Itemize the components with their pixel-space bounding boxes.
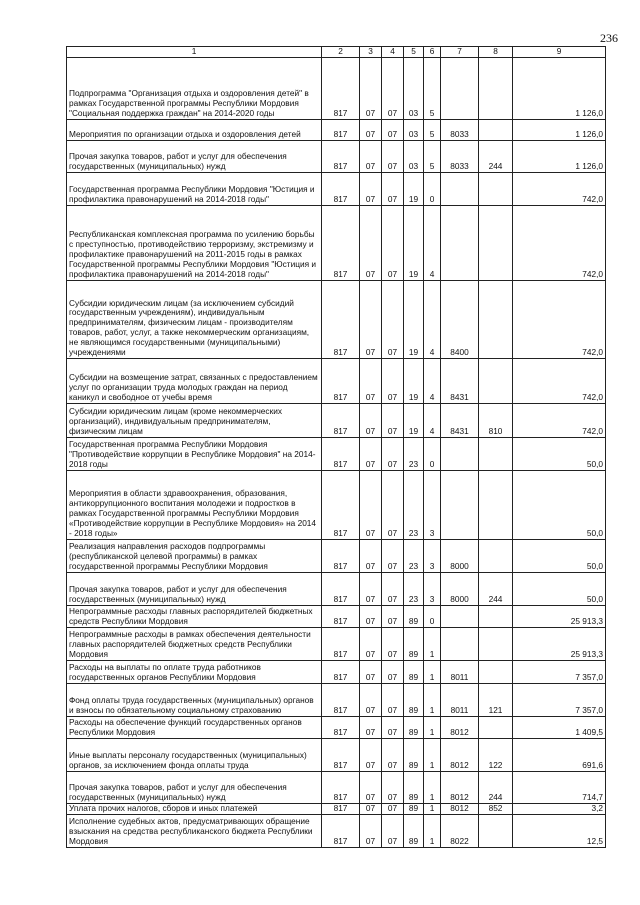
row-direction: 8431 — [441, 359, 479, 404]
row-section: 07 — [360, 606, 382, 628]
row-expense-type: 852 — [479, 804, 513, 815]
row-direction: 8012 — [441, 804, 479, 815]
row-subprogram: 1 — [424, 772, 441, 804]
row-subprogram: 5 — [424, 120, 441, 141]
table-row — [67, 628, 606, 661]
table-row — [67, 206, 606, 281]
row-section: 07 — [360, 58, 382, 120]
row-amount: 50,0 — [513, 438, 606, 471]
row-admin-code: 817 — [322, 206, 360, 281]
row-expense-type — [479, 359, 513, 404]
row-expense-type — [479, 815, 513, 848]
row-subprogram: 1 — [424, 684, 441, 717]
row-program: 03 — [404, 58, 424, 120]
row-expense-type — [479, 281, 513, 359]
row-direction — [441, 471, 479, 540]
row-program: 23 — [404, 540, 424, 573]
row-direction: 8011 — [441, 684, 479, 717]
row-program: 89 — [404, 772, 424, 804]
row-amount: 7 357,0 — [513, 684, 606, 717]
row-program: 89 — [404, 804, 424, 815]
table-row — [67, 471, 606, 540]
row-amount: 1 126,0 — [513, 120, 606, 141]
table-row — [67, 661, 606, 684]
row-subprogram: 3 — [424, 471, 441, 540]
row-admin-code: 817 — [322, 120, 360, 141]
row-subsection: 07 — [382, 281, 404, 359]
row-subprogram: 4 — [424, 281, 441, 359]
row-section: 07 — [360, 661, 382, 684]
row-subsection: 07 — [382, 628, 404, 661]
row-program: 89 — [404, 628, 424, 661]
row-name: Фонд оплаты труда государственных (муниципальных) органов и взносы по обязательному социальному страхованию — [67, 684, 322, 717]
row-name: Прочая закупка товаров, работ и услуг для обеспечения государственных (муниципальных) нужд — [67, 772, 322, 804]
row-direction: 8033 — [441, 141, 479, 173]
row-program: 23 — [404, 471, 424, 540]
table-row — [67, 573, 606, 606]
row-expense-type: 244 — [479, 141, 513, 173]
header-cell: 8 — [479, 47, 513, 58]
row-admin-code: 817 — [322, 717, 360, 739]
row-expense-type — [479, 661, 513, 684]
row-direction: 8011 — [441, 661, 479, 684]
row-subprogram: 3 — [424, 573, 441, 606]
row-name: Субсидии юридическим лицам (кроме некоммерческих организаций), индивидуальным предпринимателям, физическим лицам — [67, 404, 322, 438]
row-subsection: 07 — [382, 804, 404, 815]
row-subprogram: 5 — [424, 58, 441, 120]
row-direction: 8000 — [441, 573, 479, 606]
row-amount: 25 913,3 — [513, 628, 606, 661]
row-subprogram: 0 — [424, 438, 441, 471]
row-amount: 742,0 — [513, 281, 606, 359]
row-program: 19 — [404, 206, 424, 281]
row-amount: 714,7 — [513, 772, 606, 804]
row-admin-code: 817 — [322, 661, 360, 684]
row-subsection: 07 — [382, 58, 404, 120]
header-cell: 9 — [513, 47, 606, 58]
row-admin-code: 817 — [322, 772, 360, 804]
row-subprogram: 1 — [424, 804, 441, 815]
row-amount: 742,0 — [513, 173, 606, 206]
row-subprogram: 1 — [424, 661, 441, 684]
row-expense-type — [479, 717, 513, 739]
row-subprogram: 1 — [424, 815, 441, 848]
row-section: 07 — [360, 438, 382, 471]
header-cell: 3 — [360, 47, 382, 58]
row-subprogram: 1 — [424, 717, 441, 739]
row-subsection: 07 — [382, 141, 404, 173]
header-row — [67, 47, 606, 58]
row-name: Расходы на выплаты по оплате труда работников государственных органов Республики Мордовия — [67, 661, 322, 684]
row-program: 23 — [404, 438, 424, 471]
row-subprogram: 1 — [424, 739, 441, 772]
row-name: Субсидии юридическим лицам (за исключением субсидий государственным учреждениям), индивидуальным предпринимателям, физическим лицам - производителям товаров, работ, услуг, а также некоммерческим организациям, не являющимся государственными (муниципальными) учреждениями — [67, 281, 322, 359]
row-direction: 8400 — [441, 281, 479, 359]
row-section: 07 — [360, 141, 382, 173]
row-amount: 742,0 — [513, 206, 606, 281]
row-subsection: 07 — [382, 739, 404, 772]
table-row — [67, 772, 606, 804]
row-program: 19 — [404, 404, 424, 438]
row-admin-code: 817 — [322, 628, 360, 661]
row-subprogram: 3 — [424, 540, 441, 573]
row-amount: 25 913,3 — [513, 606, 606, 628]
row-subsection: 07 — [382, 815, 404, 848]
header-cell: 5 — [404, 47, 424, 58]
row-expense-type: 810 — [479, 404, 513, 438]
row-subprogram: 4 — [424, 359, 441, 404]
row-expense-type — [479, 58, 513, 120]
row-name: Государственная программа Республики Мордовия "Юстиция и профилактика правонарушений на 2014-2018 годы" — [67, 173, 322, 206]
row-program: 89 — [404, 606, 424, 628]
row-section: 07 — [360, 540, 382, 573]
row-expense-type — [479, 206, 513, 281]
row-direction — [441, 628, 479, 661]
row-direction: 8022 — [441, 815, 479, 848]
row-amount: 50,0 — [513, 540, 606, 573]
row-expense-type — [479, 540, 513, 573]
row-name: Прочая закупка товаров, работ и услуг для обеспечения государственных (муниципальных) нужд — [67, 141, 322, 173]
row-amount: 742,0 — [513, 404, 606, 438]
row-subsection: 07 — [382, 573, 404, 606]
row-amount: 1 126,0 — [513, 58, 606, 120]
row-section: 07 — [360, 628, 382, 661]
row-direction: 8012 — [441, 717, 479, 739]
row-expense-type — [479, 606, 513, 628]
row-expense-type — [479, 628, 513, 661]
row-section: 07 — [360, 173, 382, 206]
row-program: 89 — [404, 739, 424, 772]
row-direction: 8033 — [441, 120, 479, 141]
row-subprogram: 0 — [424, 173, 441, 206]
row-section: 07 — [360, 772, 382, 804]
row-name: Иные выплаты персоналу государственных (муниципальных) органов, за исключением фонда оплаты труда — [67, 739, 322, 772]
row-amount: 7 357,0 — [513, 661, 606, 684]
row-expense-type: 122 — [479, 739, 513, 772]
row-section: 07 — [360, 717, 382, 739]
row-name: Непрограммные расходы в рамках обеспечения деятельности главных распорядителей бюджетных средств Республики Мордовия — [67, 628, 322, 661]
row-name: Субсидии на возмещение затрат, связанных с предоставлением услуг по организации труда молодых граждан на период каникул и свободное от учебы время — [67, 359, 322, 404]
row-section: 07 — [360, 684, 382, 717]
row-subsection: 07 — [382, 684, 404, 717]
row-section: 07 — [360, 281, 382, 359]
page-number: 236 — [600, 31, 618, 45]
row-expense-type: 121 — [479, 684, 513, 717]
table-row — [67, 717, 606, 739]
row-subprogram: 4 — [424, 404, 441, 438]
row-amount: 50,0 — [513, 573, 606, 606]
row-name: Мероприятия по организации отдыха и оздоровления детей — [67, 120, 322, 141]
row-direction: 8012 — [441, 772, 479, 804]
row-admin-code: 817 — [322, 684, 360, 717]
row-name: Прочая закупка товаров, работ и услуг для обеспечения государственных (муниципальных) нужд — [67, 573, 322, 606]
row-subsection: 07 — [382, 717, 404, 739]
row-name: Исполнение судебных актов, предусматривающих обращение взыскания на средства республиканского бюджета Республики Мордовия — [67, 815, 322, 848]
row-amount: 3,2 — [513, 804, 606, 815]
table-row — [67, 540, 606, 573]
row-subprogram: 0 — [424, 606, 441, 628]
row-direction — [441, 58, 479, 120]
row-admin-code: 817 — [322, 815, 360, 848]
row-name: Подпрограмма "Организация отдыха и оздоровления детей" в рамках Государственной программы Республики Мордовия "Социальная поддержка граждан" на 2014-2020 годы — [67, 58, 322, 120]
row-subprogram: 1 — [424, 628, 441, 661]
row-admin-code: 817 — [322, 606, 360, 628]
header-cell: 2 — [322, 47, 360, 58]
row-direction: 8431 — [441, 404, 479, 438]
table-row — [67, 173, 606, 206]
row-program: 19 — [404, 281, 424, 359]
row-expense-type: 244 — [479, 772, 513, 804]
row-subsection: 07 — [382, 173, 404, 206]
row-admin-code: 817 — [322, 573, 360, 606]
row-admin-code: 817 — [322, 359, 360, 404]
row-expense-type — [479, 471, 513, 540]
header-cell: 4 — [382, 47, 404, 58]
row-program: 89 — [404, 684, 424, 717]
row-program: 89 — [404, 661, 424, 684]
table-row — [67, 438, 606, 471]
row-admin-code: 817 — [322, 438, 360, 471]
row-section: 07 — [360, 471, 382, 540]
row-program: 03 — [404, 141, 424, 173]
row-subsection: 07 — [382, 404, 404, 438]
row-subsection: 07 — [382, 540, 404, 573]
row-subsection: 07 — [382, 359, 404, 404]
table-row — [67, 120, 606, 141]
row-program: 23 — [404, 573, 424, 606]
row-section: 07 — [360, 804, 382, 815]
row-admin-code: 817 — [322, 804, 360, 815]
row-direction: 8012 — [441, 739, 479, 772]
row-amount: 1 409,5 — [513, 717, 606, 739]
row-admin-code: 817 — [322, 471, 360, 540]
row-name: Республиканская комплексная программа по усилению борьбы с преступностью, противодействию терроризму, экстремизму и профилактике правонарушений на 2011-2015 годы в рамках Государственной программы Республики Мордовия "Юстиция и профилактика правонарушений на 2014-2018 годы" — [67, 206, 322, 281]
row-subsection: 07 — [382, 661, 404, 684]
row-subsection: 07 — [382, 471, 404, 540]
row-section: 07 — [360, 120, 382, 141]
row-amount: 1 126,0 — [513, 141, 606, 173]
row-section: 07 — [360, 359, 382, 404]
row-expense-type — [479, 173, 513, 206]
row-subsection: 07 — [382, 772, 404, 804]
table-row — [67, 815, 606, 848]
row-section: 07 — [360, 206, 382, 281]
row-name: Непрограммные расходы главных распорядителей бюджетных средств Республики Мордовия — [67, 606, 322, 628]
table-row — [67, 739, 606, 772]
row-admin-code: 817 — [322, 281, 360, 359]
row-name: Мероприятия в области здравоохранения, образования, антикоррупционного воспитания молодежи и подростков в рамках Государственной программы Республики Мордовия «Противодействие коррупции в Республике Мордовия» на 2014 - 2018 годы» — [67, 471, 322, 540]
row-section: 07 — [360, 573, 382, 606]
row-admin-code: 817 — [322, 173, 360, 206]
row-admin-code: 817 — [322, 739, 360, 772]
row-amount: 12,5 — [513, 815, 606, 848]
row-name: Государственная программа Республики Мордовия "Противодействие коррупции в Республике Мордовия" на 2014-2018 годы — [67, 438, 322, 471]
row-amount: 691,6 — [513, 739, 606, 772]
row-subsection: 07 — [382, 206, 404, 281]
row-subsection: 07 — [382, 606, 404, 628]
row-program: 03 — [404, 120, 424, 141]
header-cell: 7 — [441, 47, 479, 58]
row-program: 89 — [404, 815, 424, 848]
header-cell: 1 — [67, 47, 322, 58]
row-direction — [441, 606, 479, 628]
row-admin-code: 817 — [322, 58, 360, 120]
row-expense-type — [479, 120, 513, 141]
row-subprogram: 4 — [424, 206, 441, 281]
row-admin-code: 817 — [322, 404, 360, 438]
table-row — [67, 804, 606, 815]
row-section: 07 — [360, 404, 382, 438]
row-direction: 8000 — [441, 540, 479, 573]
row-program: 19 — [404, 173, 424, 206]
row-program: 89 — [404, 717, 424, 739]
row-amount: 742,0 — [513, 359, 606, 404]
row-subsection: 07 — [382, 438, 404, 471]
table-row — [67, 141, 606, 173]
row-section: 07 — [360, 815, 382, 848]
row-expense-type — [479, 438, 513, 471]
row-admin-code: 817 — [322, 141, 360, 173]
table-row — [67, 606, 606, 628]
table-row — [67, 58, 606, 120]
row-amount: 50,0 — [513, 471, 606, 540]
row-admin-code: 817 — [322, 540, 360, 573]
row-direction — [441, 173, 479, 206]
table-row — [67, 404, 606, 438]
row-subsection: 07 — [382, 120, 404, 141]
row-subprogram: 5 — [424, 141, 441, 173]
row-expense-type: 244 — [479, 573, 513, 606]
header-cell: 6 — [424, 47, 441, 58]
table-row — [67, 684, 606, 717]
row-name: Расходы на обеспечение функций государственных органов Республики Мордовия — [67, 717, 322, 739]
budget-table — [66, 46, 606, 848]
row-program: 19 — [404, 359, 424, 404]
row-name: Уплата прочих налогов, сборов и иных платежей — [67, 804, 322, 815]
row-name: Реализация направления расходов подпрограммы (республиканской целевой программы) в рамках государственной программы Республики Мордовия — [67, 540, 322, 573]
table-row — [67, 281, 606, 359]
table-row — [67, 359, 606, 404]
row-direction — [441, 438, 479, 471]
row-section: 07 — [360, 739, 382, 772]
row-direction — [441, 206, 479, 281]
